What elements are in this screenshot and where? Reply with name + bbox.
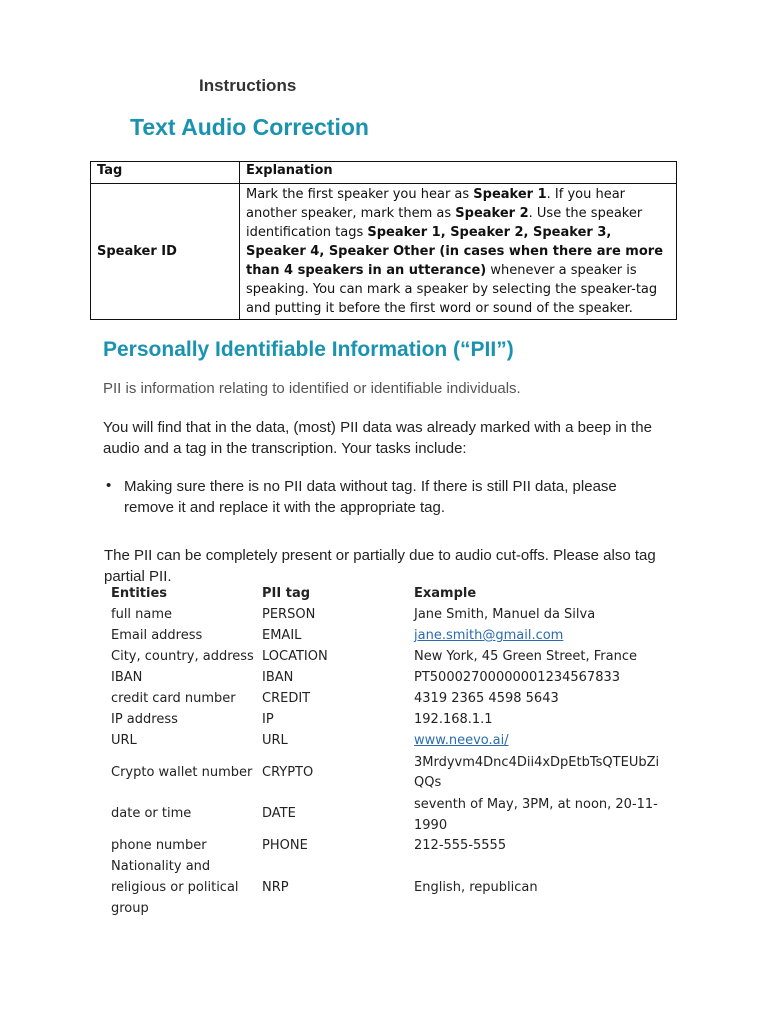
partial-pii-note: The PII can be completely present or partially due to audio cut-offs. Please also tag partial PII. (104, 547, 656, 585)
entity-tag: IBAN (262, 670, 294, 685)
entity-example: PT50002700000001234567833 (414, 670, 621, 685)
entity-example: seventh of May, 3PM, at noon, 20-11- (414, 797, 658, 812)
entity-name: IP address (111, 712, 178, 727)
entity-tag: PHONE (262, 838, 308, 853)
entity-tag: PERSON (262, 607, 316, 622)
pii-definition: PII is information relating to identified or identifiable individuals. (103, 380, 521, 397)
explanation-bold-text: Speaker 1 (473, 187, 547, 202)
entity-tag: CRYPTO (262, 765, 314, 780)
entity-example: Jane Smith, Manuel da Silva (414, 607, 596, 622)
entity-name: full name (111, 607, 173, 622)
entity-tag: URL (262, 733, 288, 748)
explanation-text: . If you hear another speaker, mark them as (246, 187, 626, 221)
entity-name: City, country, address (111, 649, 254, 664)
entity-example: 3Mrdyvm4Dnc4Dii4xDpEtbTsQTEUbZi (414, 755, 660, 770)
entity-name: phone number (111, 838, 207, 853)
entity-name: credit card number (111, 691, 236, 706)
speaker-id-explanation (240, 184, 677, 320)
email-example-link[interactable]: jane.smith@gmail.com (414, 628, 564, 643)
entity-example: 192.168.1.1 (414, 712, 493, 727)
explanation-text: whenever a speaker is speaking. You can mark a speaker by selecting the speaker-tag and putting it before the first word or sound of the speaker. (246, 263, 658, 316)
entity-example-continued: QQs (414, 775, 442, 790)
entity-name-continued: group (111, 901, 149, 916)
entity-name: date or time (111, 806, 192, 821)
page-title: Text Audio Correction (130, 114, 369, 140)
entity-tag: NRP (262, 880, 289, 895)
explanation-bold-text: Speaker 1, Speaker 2, Speaker 3, Speaker 4, Speaker Other (in cases when there are more than 4 speakers in an utterance) (246, 225, 664, 278)
entity-name: Email address (111, 628, 203, 643)
entity-name-continued: religious or political (111, 880, 239, 895)
entity-example: 4319 2365 4598 5643 (414, 691, 559, 706)
column-header-explanation: Explanation (240, 162, 677, 184)
explanation-text: Mark the first speaker you hear as (246, 187, 474, 202)
entity-tag: CREDIT (262, 691, 311, 706)
url-example-link[interactable]: www.neevo.ai/ (414, 733, 509, 748)
entities-header-example: Example (414, 586, 477, 601)
entity-tag: DATE (262, 806, 296, 821)
pii-task-bullet: Making sure there is no PII data without tag. If there is still PII data, please remove it and replace it with the appropriate tag. (124, 478, 617, 516)
column-header-tag: Tag (91, 162, 240, 184)
entity-name: URL (111, 733, 137, 748)
speaker-tag-table (90, 161, 677, 320)
explanation-text: . Use the speaker identification tags (246, 206, 643, 240)
entity-example: New York, 45 Green Street, France (414, 649, 637, 664)
explanation-bold-text: Speaker 2 (455, 206, 529, 221)
pii-section-title: Personally Identifiable Information (“PII”) (103, 338, 514, 361)
entity-tag: LOCATION (262, 649, 328, 664)
table-row (91, 184, 677, 320)
entity-name: IBAN (111, 670, 143, 685)
table-header-row (91, 162, 677, 184)
entity-tag: EMAIL (262, 628, 302, 643)
pii-task-paragraph: You will find that in the data, (most) PII data was already marked with a beep in the audio and a tag in the transcription. Your tasks include: (103, 419, 652, 457)
entity-name: Crypto wallet number (111, 765, 253, 780)
entity-example-continued: 1990 (414, 818, 448, 833)
entity-name: Nationality and (111, 859, 211, 874)
entities-header-tag: PII tag (262, 586, 311, 601)
speaker-id-tag: Speaker ID (91, 184, 240, 320)
entity-tag: IP (262, 712, 274, 727)
bullet-marker: • (106, 477, 112, 494)
entities-header-entity: Entities (111, 586, 168, 601)
entity-example: English, republican (414, 880, 538, 895)
instructions-heading: Instructions (199, 76, 297, 95)
entity-example: 212-555-5555 (414, 838, 507, 853)
